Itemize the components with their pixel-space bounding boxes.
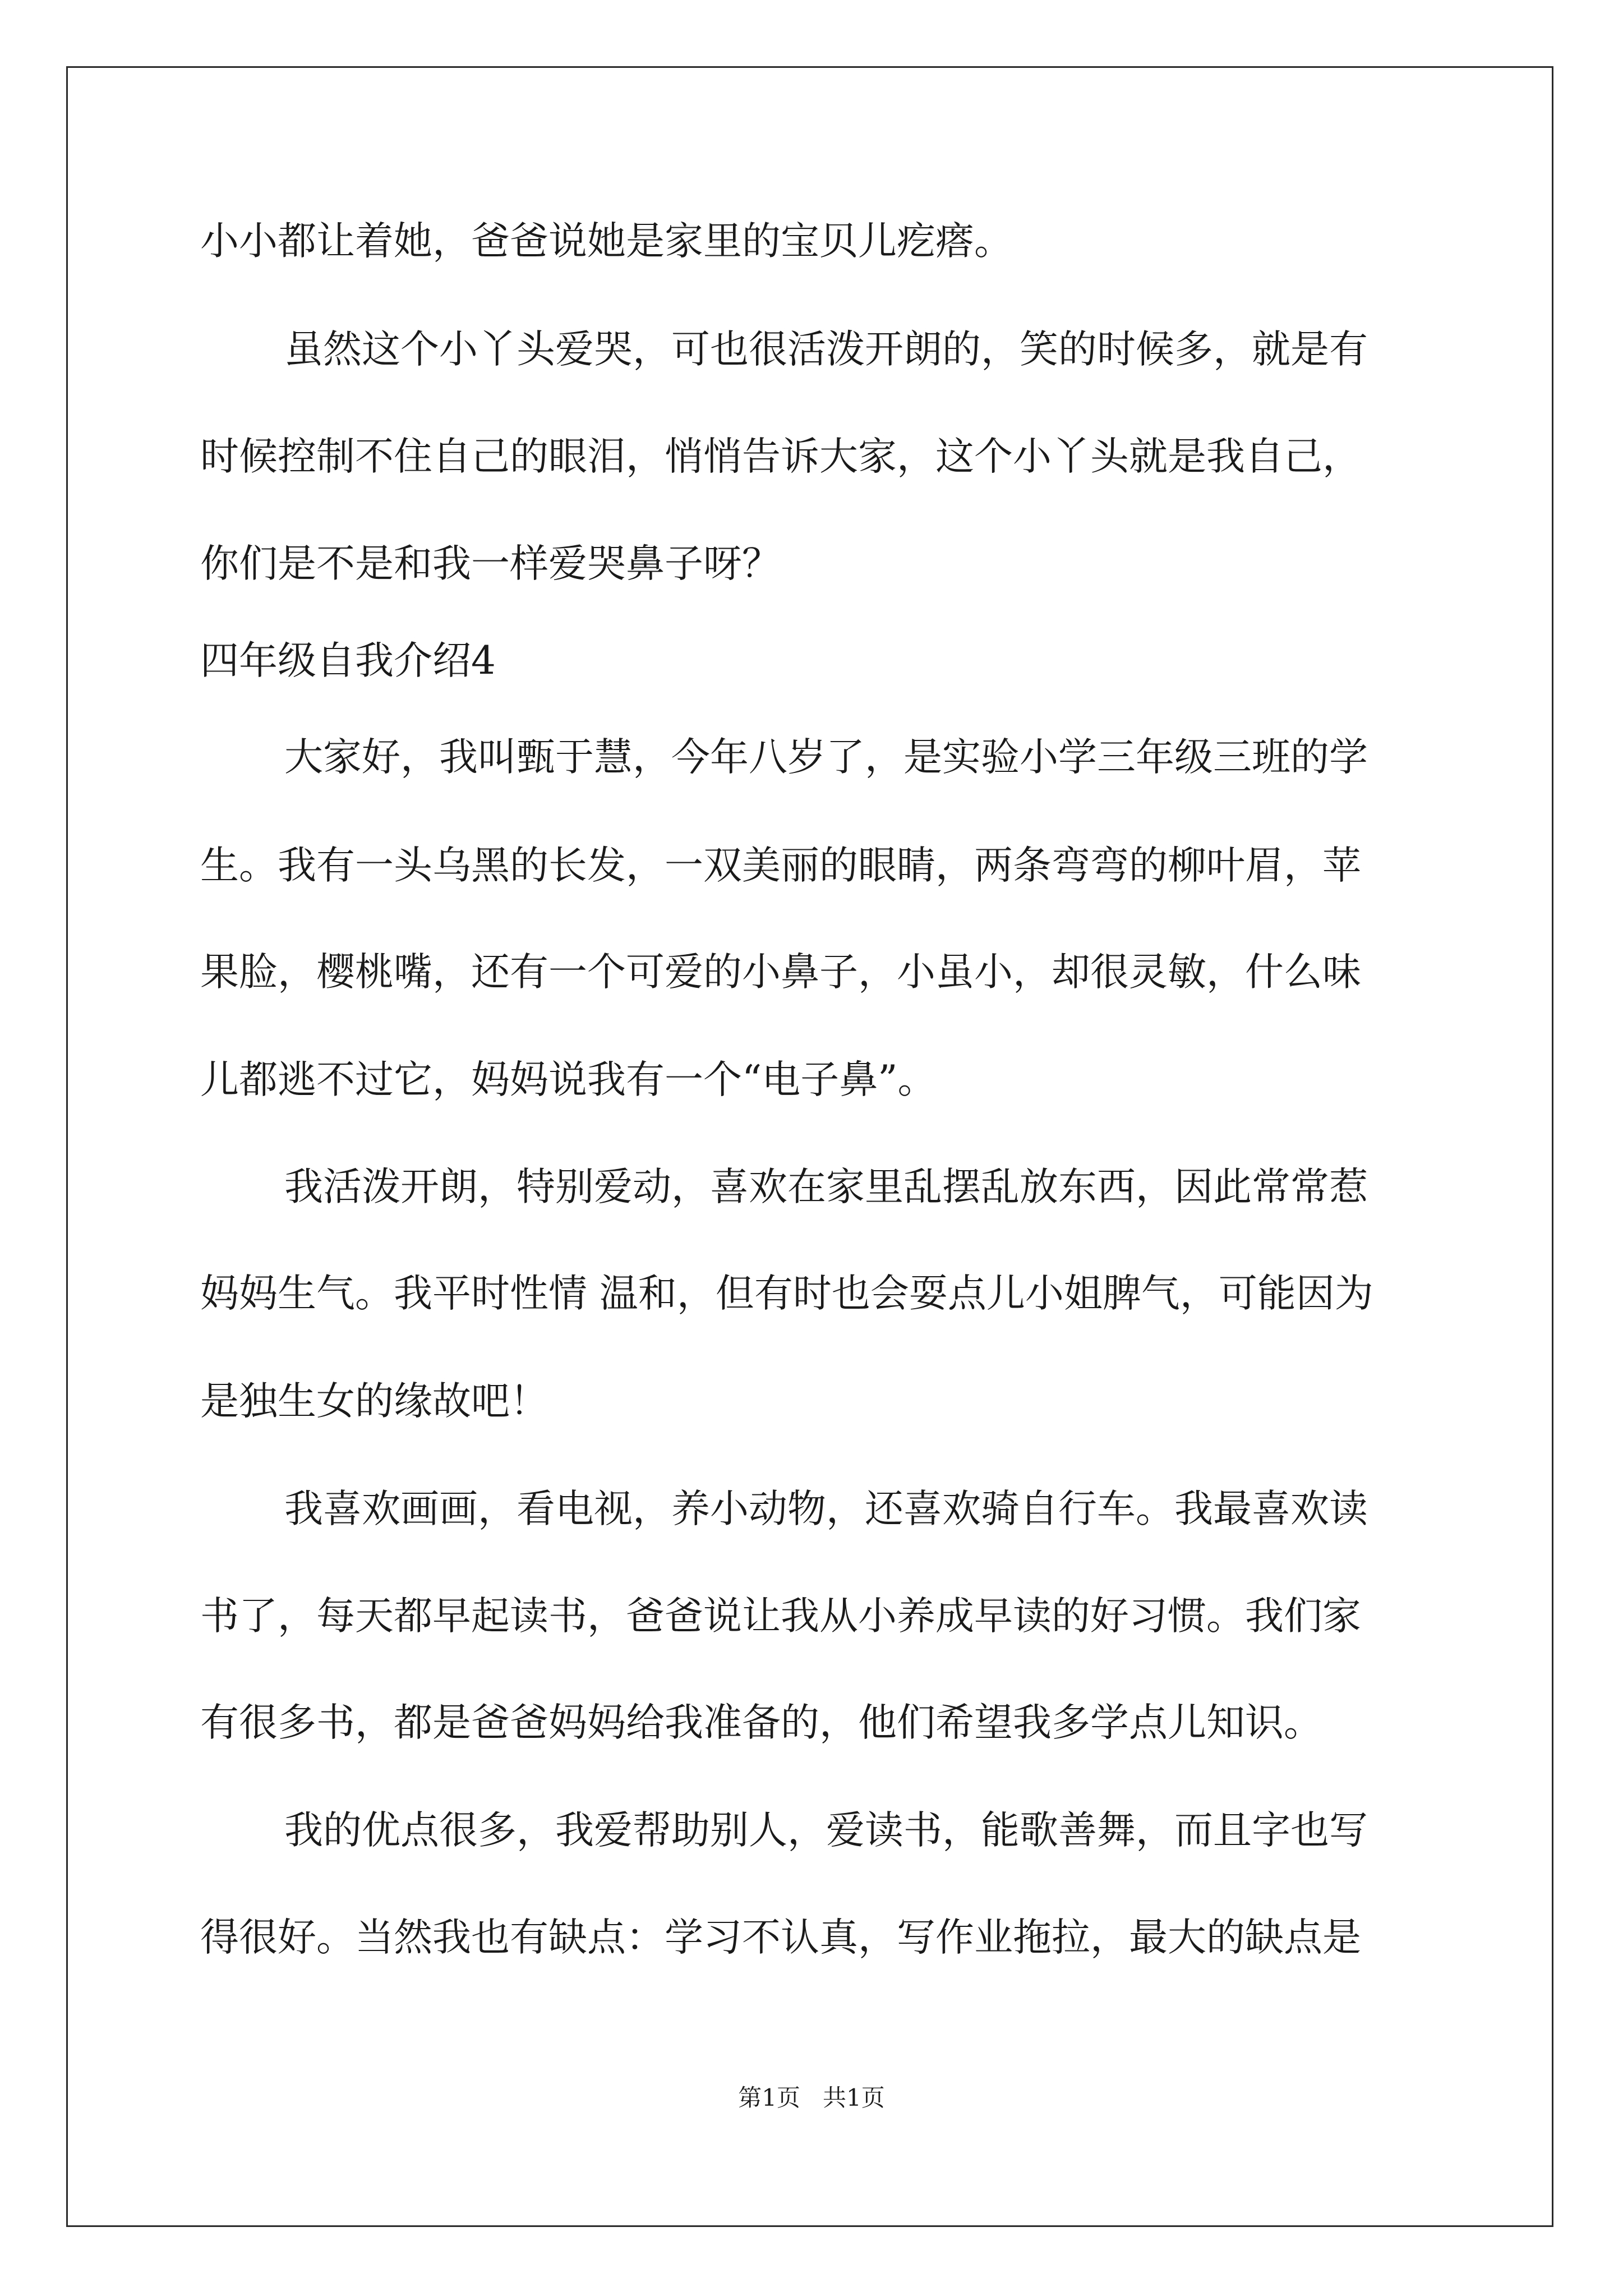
text-line: 书了，每天都早起读书，爸爸说让我从小养成早读的好习惯。我们家 [200,1594,1361,1639]
text-line: 得很好。当然我也有缺点：学习不认真，写作业拖拉，最大的缺点是 [200,1915,1361,1960]
page-border [66,66,1553,2227]
text-line: 我的优点很多，我爱帮助别人，爱读书，能歌善舞，而且字也写 [284,1808,1368,1853]
text-line: 我活泼开朗，特别爱动，喜欢在家里乱摆乱放东西，因此常常惹 [284,1165,1368,1209]
text-line: 有很多书，都是爸爸妈妈给我准备的，他们希望我多学点儿知识。 [200,1700,1322,1745]
text-line: 小小都让着她，爸爸说她是家里的宝贝儿疙瘩。 [200,219,1013,264]
text-line: 生。我有一头乌黑的长发，一双美丽的眼睛，两条弯弯的柳叶眉，苹 [200,843,1361,888]
section-heading: 四年级自我介绍4 [200,638,496,683]
text-line: 我喜欢画画，看电视，养小动物，还喜欢骑自行车。我最喜欢读 [284,1487,1368,1531]
text-line: 儿都逃不过它，妈妈说我有一个“电子鼻”。 [200,1057,937,1102]
text-line: 是独生女的缘故吧！ [200,1379,548,1424]
page-number-footer: 第1页 共1页 [738,2084,885,2111]
text-line: 虽然这个小丫头爱哭，可也很活泼开朗的，笑的时候多，就是有 [284,327,1368,372]
text-line: 果脸，樱桃嘴，还有一个可爱的小鼻子，小虽小，却很灵敏，什么味 [200,950,1361,995]
text-line: 大家好，我叫甄于慧，今年八岁了，是实验小学三年级三班的学 [284,735,1368,780]
text-line: 妈妈生气。我平时性情 温和，但有时也会耍点儿小姐脾气，可能因为 [200,1271,1373,1316]
text-line: 你们是不是和我一样爱哭鼻子呀？ [200,541,781,586]
text-line: 时候控制不住自己的眼泪，悄悄告诉大家，这个小丫头就是我自己， [200,434,1361,479]
